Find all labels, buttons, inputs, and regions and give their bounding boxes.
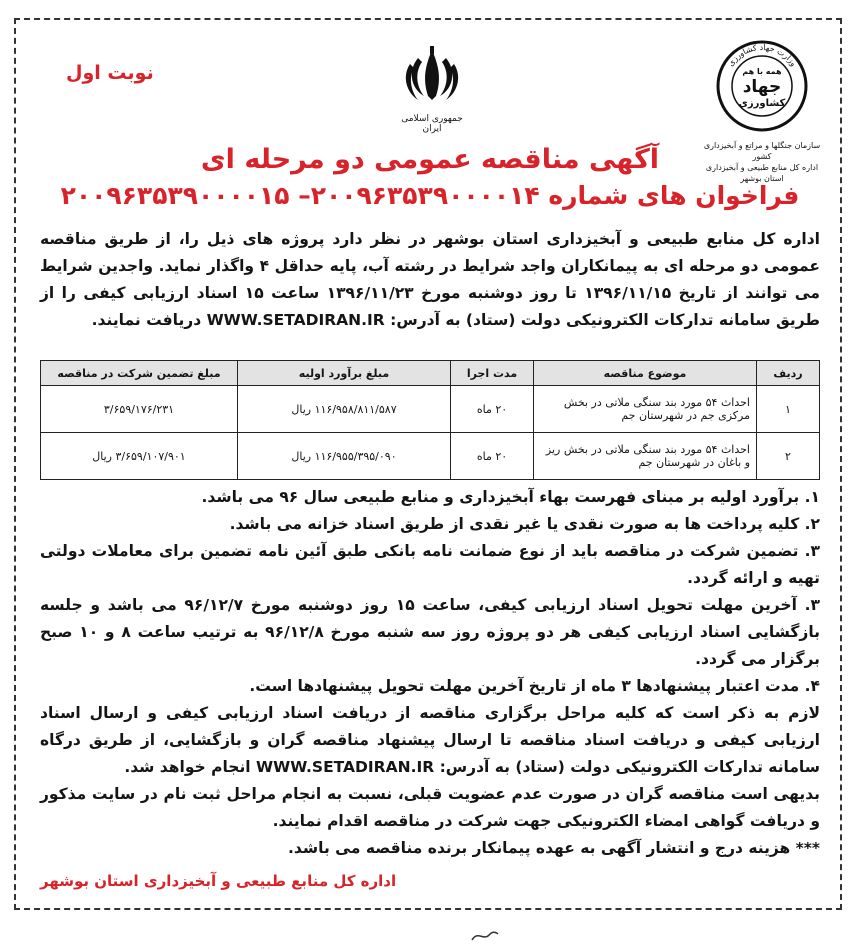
- table-cell: ۲۰ ماه: [451, 386, 534, 433]
- registration-paragraph: بدیهی است مناقصه گران در صورت عدم عضویت قبلی، نسبت به انجام مراحل ثبت نام در سایت مذکور و دریافت گواهی امضاء الکترونیکی جهت شرکت در مناقصه اقدام نمایند.: [40, 785, 820, 830]
- round-label: نوبت اول: [66, 62, 154, 84]
- table-cell: ۳/۶۵۹/۱۰۷/۹۰۱ ریال: [41, 433, 238, 480]
- table-cell: ۳/۶۵۹/۱۷۶/۲۳۱: [41, 386, 238, 433]
- setad-tail: انجام خواهد شد.: [124, 758, 251, 776]
- issuer-signature: اداره کل منابع طبیعی و آبخیزداری استان بوشهر: [40, 872, 397, 890]
- table-header-cell: موضوع مناقصه: [534, 361, 757, 386]
- logo-caption-line2: اداره کل منابع طبیعی و آبخیزداری استان بوشهر: [705, 163, 819, 183]
- notes-section: [40, 484, 820, 862]
- intro-text: اداره کل منابع طبیعی و آبخیزداری استان بوشهر در نظر دارد پروژه های ذیل را، از طریق مناقصه عمومی دو مرحله ای به پیمانکاران واجد شرایط در رشته آب، پایه حداقل ۴ واگذار نماید. واجدین شرایط می توانند از تاریخ ۱۳۹۶/۱۱/۱۵ تا روز دوشنبه مورخ ۱۳۹۶/۱۱/۲۳ ساعت ۱۵ اسناد ارزیابی کیفی را از طریق سامانه تدارکات الکترونیکی دولت (ستاد) به آدرس:: [40, 230, 820, 329]
- intro-paragraph: [40, 226, 820, 334]
- jehad-keshavarzi-logo: [702, 38, 822, 184]
- table-header-cell: مبلغ برآورد اولیه: [238, 361, 451, 386]
- table-cell: ۱: [757, 386, 820, 433]
- logo-inner-main: جهاد: [742, 77, 782, 97]
- jehad-keshavarzi-logo-icon: [714, 38, 810, 134]
- table-header-row: [41, 361, 820, 386]
- ad-title: آگهی مناقصه عمومی دو مرحله ای: [200, 144, 660, 175]
- note-item: ۲. کلیه پرداخت ها به صورت نقدی یا غیر نقدی از طریق اسناد خزانه می باشد.: [229, 515, 820, 533]
- table-cell: ۱۱۶/۹۵۵/۳۹۵/۰۹۰ ریال: [238, 433, 451, 480]
- intro-tail: دریافت نمایند.: [91, 311, 202, 329]
- table-cell: احداث ۵۴ مورد بند سنگی ملاتی در بخش ریز و باغان در شهرستان جم: [534, 433, 757, 480]
- setad-text: لازم به ذکر است که کلیه مراحل برگزاری مناقصه از دریافت اسناد ارزیابی کیفی و ارسال اسناد ارزیابی کیفی و دریافت اسناد مناقصه تا ارسال پیشنهاد مناقصه گران و بازگشایی، از طریق درگاه سامانه تدارکات الکترونیکی دولت (ستاد) به آدرس:: [40, 704, 820, 776]
- logo-caption: [702, 140, 822, 184]
- decorative-squiggle-icon: [470, 928, 500, 944]
- logo-inner-bottom: کشاورزی: [738, 98, 786, 109]
- cost-paragraph: *** هزینه درج و انتشار آگهی به عهده پیمانکار برنده مناقصه می باشد.: [288, 839, 820, 857]
- ad-header: [30, 34, 830, 184]
- note-item: ۱. برآورد اولیه بر مبنای فهرست بهاء آبخیزداری و منابع طبیعی سال ۹۶ می باشد.: [201, 488, 820, 506]
- table-cell: ۲: [757, 433, 820, 480]
- logo-caption-line1: سازمان جنگلها و مراتع و آبخیزداری کشور: [703, 141, 821, 161]
- logo-inner-top: همه با هم: [742, 67, 782, 76]
- intro-url-link[interactable]: WWW.SETADIRAN.IR: [206, 311, 385, 329]
- setad-url-link[interactable]: WWW.SETADIRAN.IR: [256, 758, 435, 776]
- table-header-cell: مبلغ تضمین شرکت در مناقصه: [41, 361, 238, 386]
- note-item: ۳. آخرین مهلت تحویل اسناد ارزیابی کیفی، ساعت ۱۵ روز دوشنبه مورخ ۹۶/۱۲/۷ می باشد و جلسه بازگشایی اسناد ارزیابی کیفی هر دو پروژه روز سه شنبه مورخ ۹۶/۱۲/۸ به ترتیب ساعت ۸ و ۱۰ صبح برگزار می گردد.: [40, 596, 820, 668]
- table-row: [41, 386, 820, 433]
- table-header-cell: مدت اجرا: [451, 361, 534, 386]
- ad-subtitle: فراخوان های شماره ۲۰۰۹۶۳۵۳۹۰۰۰۰۱۴– ۲۰۰۹۶۳۵۳۹۰۰۰۰۱۵: [60, 181, 800, 210]
- logo-arc-text: وزارت جهاد کشاورزی: [725, 42, 799, 68]
- table-cell: احداث ۵۴ مورد بند سنگی ملاتی در بخش مرکزی جم در شهرستان جم: [534, 386, 757, 433]
- note-item: ۴. مدت اعتبار پیشنهادها ۳ ماه از تاریخ آخرین مهلت تحویل پیشنهادها است.: [249, 677, 820, 695]
- note-item: ۳. تضمین شرکت در مناقصه باید از نوع ضمانت نامه بانکی طبق آئین نامه تضمین برای معاملات دولتی تهیه و ارائه گردد.: [40, 542, 820, 587]
- emblem-caption: جمهوری اسلامی ایران: [401, 114, 463, 134]
- iran-emblem-icon: [400, 44, 464, 108]
- table-cell: ۲۰ ماه: [451, 433, 534, 480]
- table-cell: ۱۱۶/۹۵۸/۸۱۱/۵۸۷ ریال: [238, 386, 451, 433]
- setad-paragraph: [40, 700, 820, 781]
- iran-emblem: [392, 44, 472, 134]
- table-header-cell: ردیف: [757, 361, 820, 386]
- table-row: [41, 433, 820, 480]
- tenders-table: [40, 360, 820, 480]
